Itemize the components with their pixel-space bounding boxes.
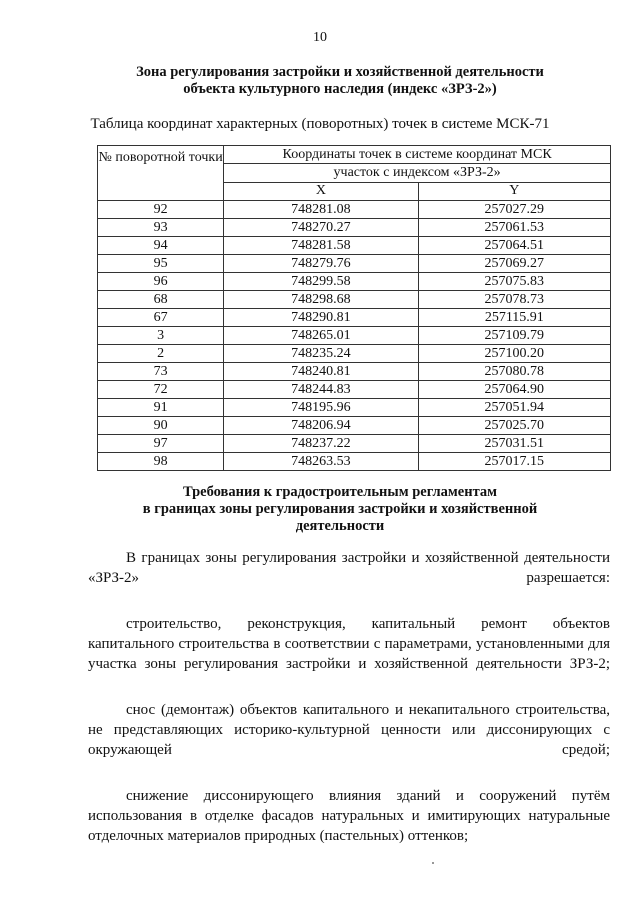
table-row	[98, 345, 611, 363]
coord-x: 748235.24	[224, 345, 418, 363]
coord-x: 748263.53	[224, 453, 418, 471]
table-row	[98, 219, 611, 237]
table-row	[98, 255, 611, 273]
point-number: 92	[98, 201, 224, 219]
coord-x: 748281.58	[224, 237, 418, 255]
table-row	[98, 237, 611, 255]
coord-x: 748299.58	[224, 273, 418, 291]
coord-x: 748270.27	[224, 219, 418, 237]
coord-y: 257064.51	[418, 237, 610, 255]
point-number: 73	[98, 363, 224, 381]
coord-y: 257109.79	[418, 327, 610, 345]
table-row	[98, 417, 611, 435]
point-number: 98	[98, 453, 224, 471]
coord-y: 257069.27	[418, 255, 610, 273]
coord-y: 257031.51	[418, 435, 610, 453]
coord-x: 748290.81	[224, 309, 418, 327]
header-y: Y	[418, 182, 610, 200]
coord-y: 257100.20	[418, 345, 610, 363]
zone-heading	[80, 64, 600, 98]
requirements-heading	[80, 484, 600, 535]
point-number: 67	[98, 309, 224, 327]
table-row	[98, 273, 611, 291]
scan-speck	[432, 862, 434, 864]
requirements-body	[88, 548, 610, 852]
coord-y: 257078.73	[418, 291, 610, 309]
table-row	[98, 291, 611, 309]
point-number: 90	[98, 417, 224, 435]
header-section: участок с индексом «ЗРЗ-2»	[224, 164, 611, 182]
table-row	[98, 201, 611, 219]
point-number: 91	[98, 399, 224, 417]
coord-y: 257075.83	[418, 273, 610, 291]
table-row	[98, 399, 611, 417]
paragraph: строительство, реконструкция, капитальный ремонт объектов капитального строительства в соответствии с параметрами, установленными для участка зоны регулирования застройки и хозяйственной деятельности ЗРЗ-2;	[88, 616, 610, 672]
zone-heading-line: объекта культурного наследия (индекс «ЗРЗ-2»)	[183, 81, 497, 97]
coord-x: 748281.08	[224, 201, 418, 219]
header-coordinates: Координаты точек в системе координат МСК	[224, 146, 611, 164]
paragraph: В границах зоны регулирования застройки и хозяйственной деятельности «ЗРЗ-2» разрешается:	[88, 550, 610, 586]
table-row	[98, 363, 611, 381]
coord-y: 257025.70	[418, 417, 610, 435]
table-row	[98, 381, 611, 399]
point-number: 3	[98, 327, 224, 345]
coord-x: 748195.96	[224, 399, 418, 417]
paragraph: снижение диссонирующего влияния зданий и сооружений путём использования в отделке фасадов натуральных и имитирующих натуральные отделочных материалов природных (пастельных) оттенков;	[88, 788, 610, 844]
coord-x: 748240.81	[224, 363, 418, 381]
page-number: 10	[313, 30, 327, 45]
coord-x: 748279.76	[224, 255, 418, 273]
point-number: 96	[98, 273, 224, 291]
coord-y: 257064.90	[418, 381, 610, 399]
coord-x: 748265.01	[224, 327, 418, 345]
coord-y: 257017.15	[418, 453, 610, 471]
table-row	[98, 435, 611, 453]
table-row	[98, 453, 611, 471]
point-number: 72	[98, 381, 224, 399]
zone-heading-line: Зона регулирования застройки и хозяйственной деятельности	[136, 64, 544, 80]
coord-x: 748298.68	[224, 291, 418, 309]
paragraph: снос (демонтаж) объектов капитального и некапитального строительства, не представляющих историко-культурной ценности или диссонирующих с окружающей средой;	[88, 702, 610, 758]
coord-x: 748206.94	[224, 417, 418, 435]
table-row	[98, 327, 611, 345]
coord-x: 748244.83	[224, 381, 418, 399]
point-number: 95	[98, 255, 224, 273]
point-number: 97	[98, 435, 224, 453]
table-row	[98, 309, 611, 327]
coord-y: 257115.91	[418, 309, 610, 327]
point-number: 2	[98, 345, 224, 363]
point-number: 94	[98, 237, 224, 255]
point-number: 93	[98, 219, 224, 237]
coord-y: 257027.29	[418, 201, 610, 219]
point-number: 68	[98, 291, 224, 309]
requirements-heading-line: деятельности	[295, 518, 385, 534]
table-caption: Таблица координат характерных (поворотных) точек в системе МСК-71	[90, 116, 550, 132]
coord-y: 257061.53	[418, 219, 610, 237]
requirements-heading-line: в границах зоны регулирования застройки и хозяйственной	[142, 501, 538, 517]
coordinates-table	[97, 145, 611, 471]
header-x: X	[224, 182, 418, 200]
coord-y: 257051.94	[418, 399, 610, 417]
coord-y: 257080.78	[418, 363, 610, 381]
coord-x: 748237.22	[224, 435, 418, 453]
header-point-number: № поворотной точки	[98, 146, 224, 201]
requirements-heading-line: Требования к градостроительным регламентам	[182, 484, 498, 500]
